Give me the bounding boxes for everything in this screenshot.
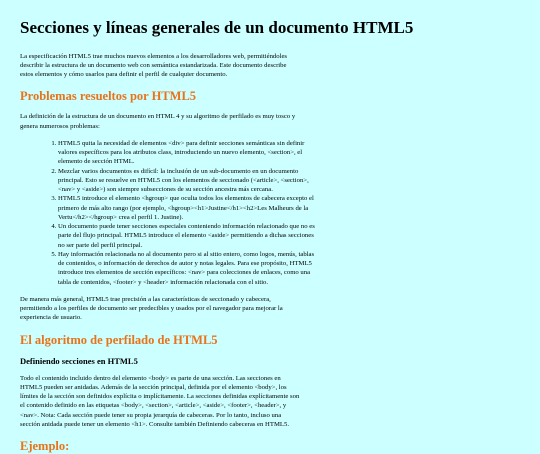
page-title: Secciones y líneas generales de un documento HTML5 [20,18,414,37]
list-item: 2. Mezclar varios documentos es difícil: la inclusión de un sub-documento en un documento principal. Esto se resuelve en HTML5 con los elementos de seccionado (<article>, <section>, <nav> y <aside>) son siempre subsecciones de su sección ancestra más cercana. [58,167,320,195]
problems-list [20,139,320,287]
section-heading-algorithm: El algoritmo de perfilado de HTML5 [20,332,218,347]
subheading-defining-sections: Definiendo secciones en HTML5 [20,355,138,366]
problems-intro: La definición de la estructura de un documento en HTML 4 y su algoritmo de perfilado es muy tosco y genera numerosos problemas: [20,113,296,130]
list-item: 1. HTML5 quita la necesidad de elementos <div> para definir secciones semánticas sin definir valores específicos para los atributos class, introduciendo un nuevo elemento, <section>, el elemento de sección HTML. [58,139,320,167]
intro-paragraph: La especificación HTML5 trae muchos nuevos elementos a los desarrolladores web, permitiéndoles describir la estructura de un documento web con semántica estandarizada. Este documento describe estos elementos y cómo usarlos para definir el perfil de cualquier documento. [20,52,288,79]
problems-outro: De manera más general, HTML5 trae precisión a las características de seccionado y cabecera, permitiendo a los perfiles de documento ser predecibles y usados por el navegador para mejorar la experiencia de usuario. [20,295,283,322]
section-heading-problems: Problemas resueltos por HTML5 [20,89,197,104]
list-item: 5. Hay información relacionada no al documento pero si al sitio entero, como logos, menús, tablas de contenidos, o información de derechos de autor y notas legales. Para ese propósito, HTML5 introduce tres elementos de sección específicos: <nav> para colecciones de enlaces, como una tabla de contenidos, <footer> y <header> información relacionada con el sitio. [58,250,320,287]
list-item: 3. HTML5 introduce el elemento <hgroup> que oculta todos los elementos de cabecera excepto el primero de más alto rango (por ejemplo, <hgroup><h1>Justine</h1><h2>Les Malheurs de la Vertu</h2></hgroup> crea el perfil 1. Justine). [58,194,320,222]
algorithm-paragraph: Todo el contenido incluido dentro del elemento <body> es parte de una sección. Las secciones en HTML5 pueden ser anidadas. Además de la sección principal, definida por el elemento <body>, los límites de la sección son definidos explícita o implícitamente. La secciones definidas explícitamente son el contenido definido en las etiquetas <body>, <section>, <article>, <aside>, <footer>, <header>, y <nav>. Nota: Cada sección puede tener su propia jerarquía de cabeceras. Por lo tanto, incluso una sección anidada puede tener un elemento <h1>. Consulte también Definiendo cabeceras en HTML5. [20,374,300,428]
list-item: 4. Un documento puede tener secciones especiales conteniendo información relacionado que no es parte del flujo principal. HTML5 introduce el elemento <aside> permitiendo a dichas secciones no ser parte del perfil principal. [58,222,320,250]
section-heading-example: Ejemplo: [20,439,70,454]
